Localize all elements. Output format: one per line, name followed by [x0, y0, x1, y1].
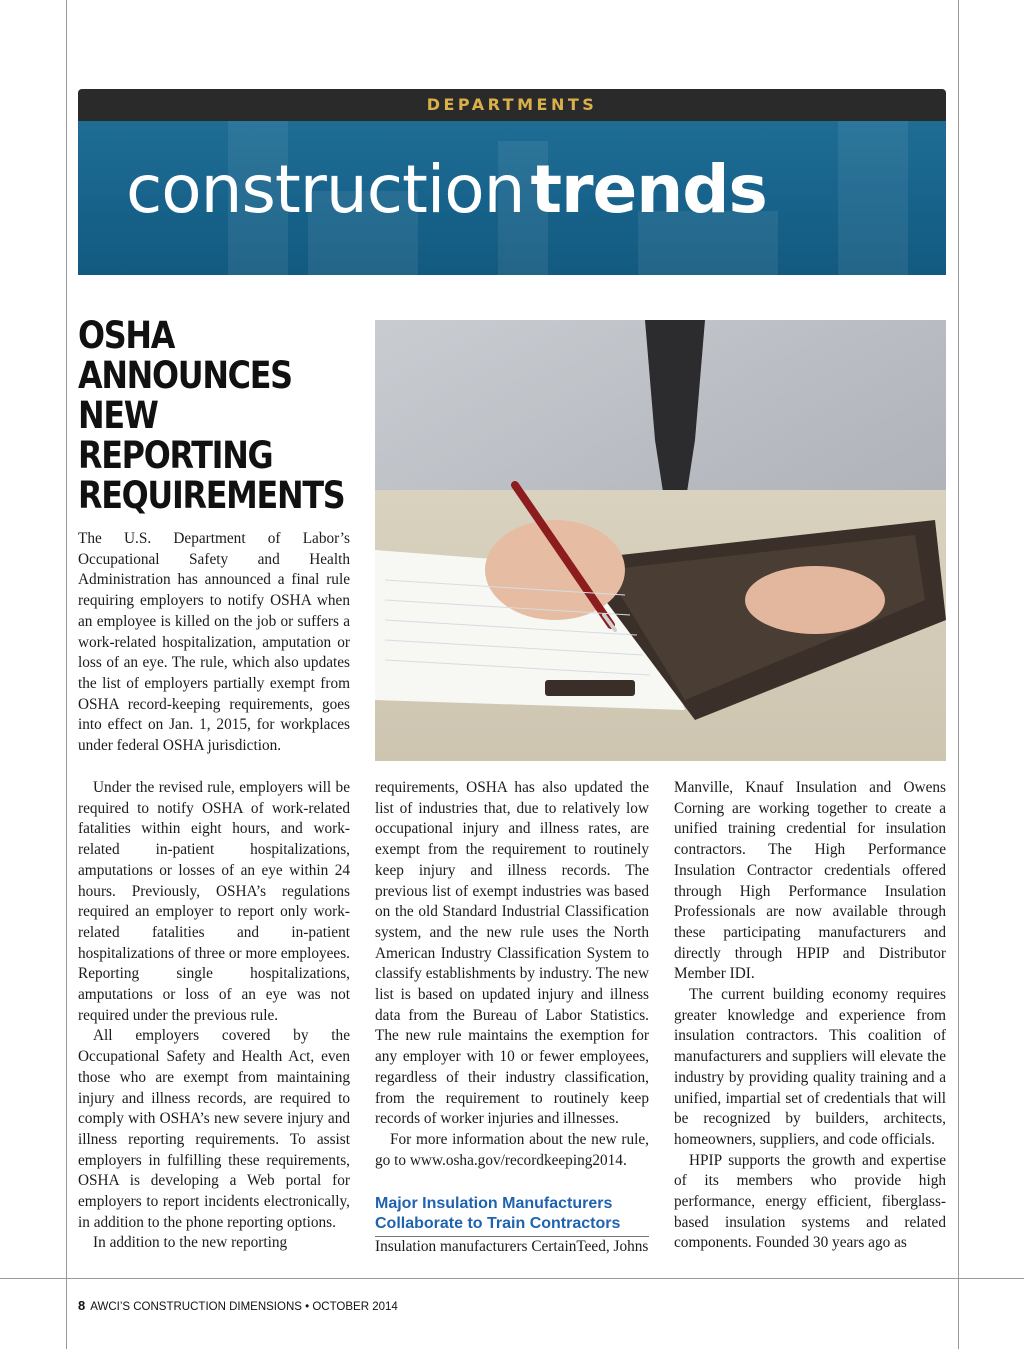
article-photo [375, 320, 946, 761]
page-border-right [958, 0, 959, 1349]
article-closing-paragraph: For more information about the new rule, go to www.osha.gov/recordkeeping2014. [375, 1130, 649, 1169]
page-border-left [66, 0, 67, 1349]
footer-rule [0, 1278, 1024, 1279]
article-column-1-top [78, 529, 350, 757]
article-paragraph: Under the revised rule, employers will be required to notify OSHA of work-related fatalities within eight hours, and work-related in-patient hospitalizations, amputations or losses of an eye within 24 hours. Previously, OSHA’s regulations required an employer to report only work-related fatalities and in-patient hospitalizations of three or more employees. Reporting single hospitalizations, amputations or loss of an eye was not required under the previous rule. [78, 779, 350, 1024]
article-headline: OSHA ANNOUNCES NEW REPORTING REQUIREMENTS [78, 314, 345, 517]
article-column-3 [674, 778, 946, 1254]
article-column-2 [375, 778, 649, 1258]
article2-subhead: Major Insulation Manufacturers Collaborate to Train Contractors [375, 1194, 649, 1237]
banner-label-bar [78, 89, 946, 121]
photo-illustration [375, 320, 946, 761]
banner-texture [838, 121, 908, 275]
page-number: 8 [78, 1298, 86, 1313]
title-bold-word: trends [530, 151, 767, 228]
article-column-1 [78, 778, 350, 1254]
section-banner [78, 89, 946, 275]
article2-paragraph: HPIP supports the growth and expertise of its members who provide high performance, energy efficient, fiberglass-based insulation systems and related components. Founded 30 years ago as [674, 1151, 946, 1252]
article2-intro: Insulation manufacturers CertainTeed, Johns [375, 1238, 649, 1256]
title-light-word: construction [126, 151, 525, 228]
department-title [126, 151, 767, 228]
article-paragraph-continued: In addition to the new reporting [93, 1234, 288, 1252]
article2-paragraph: The current building economy requires greater knowledge and experience from insulation contractors. This coalition of manufacturers and suppliers will elevate the industry by providing quality training and a unified, impartial set of credentials that will be recognized by builders, architects, homeowners, suppliers, and code officials. [674, 986, 946, 1148]
publication-line: AWCI’S CONSTRUCTION DIMENSIONS • OCTOBER 2014 [90, 1301, 398, 1313]
page-footer [78, 1298, 398, 1313]
banner-title-area [78, 121, 946, 275]
article-paragraph-continued: requirements, OSHA has also updated the list of industries that, due to relatively low occupational injury and illness rates, are exempt from the requirement to routinely keep injury and illness records. The previous list of exempt industries was based on the old Standard Industrial Classification system, and the new rule uses the North American Industry Classification System to classify establishments by industry. The new list is based on updated injury and illness data from the Bureau of Labor Statistics. The new rule maintains the exemption for any employer with 10 or fewer employees, regardless of their industry classification, from the requirement to routinely keep records of worker injuries and illnesses. [375, 779, 649, 1128]
section-label: DEPARTMENTS [426, 95, 598, 114]
article-paragraph: All employers covered by the Occupational Safety and Health Act, even those who are exempt from maintaining injury and illness records, are required to comply with OSHA’s new severe injury and illness reporting requirements. To assist employers in fulfilling these requirements, OSHA is developing a Web portal for employers to report incidents electronically, in addition to the phone reporting options. [78, 1027, 350, 1231]
article2-paragraph-continued: Manville, Knauf Insulation and Owens Corning are working together to create a unified training credential for insulation contractors. The High Performance Insulation Contractor credentials offered through High Performance Insulation Professionals are now available through these participating manufacturers and directly through HPIP and Distributor Member IDI. [674, 779, 946, 983]
article-intro: The U.S. Department of Labor’s Occupational Safety and Health Administration has announced a final rule requiring employers to notify OSHA when an employee is killed on the job or suffers a work-related hospitalization, amputation or loss of an eye. The rule, which also updates the list of employers partially exempt from OSHA record-keeping requirements, goes into effect on Jan. 1, 2015, for workplaces under federal OSHA jurisdiction. [78, 530, 350, 755]
